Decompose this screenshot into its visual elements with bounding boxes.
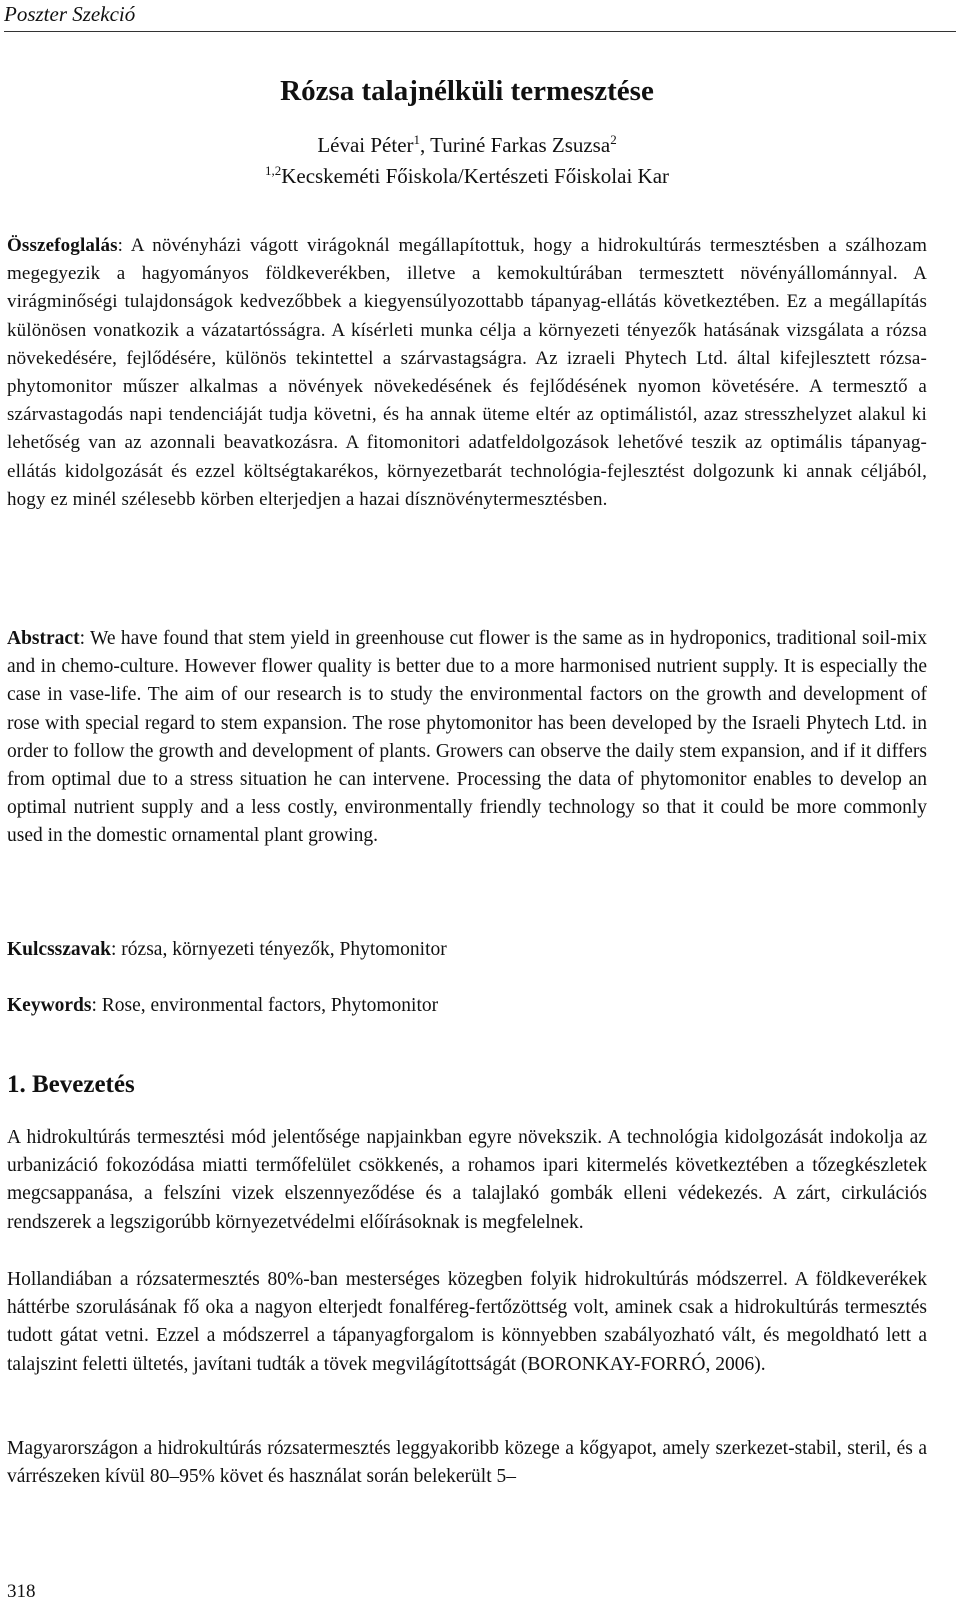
abstract-hungarian <box>7 232 927 514</box>
keywords-hungarian-label: Kulcsszavak <box>7 939 112 960</box>
author-1-superscript: 1 <box>413 132 421 147</box>
intro-paragraph-3: Magyarországon a hidrokultúrás rózsatermesztés leggyakoribb közege a kőgyapot, amely szerkezet-stabil, steril, és a várrészeken kívül 80–95% követ és használat során belekerült 5– <box>7 1438 927 1488</box>
keywords-hungarian-text: : rózsa, környezeti tényezők, Phytomonitor <box>111 939 447 960</box>
abstract-english-label: Abstract <box>7 628 80 649</box>
affiliation <box>0 162 934 190</box>
keywords-hungarian <box>7 936 927 964</box>
author-1: Lévai Péter <box>317 133 414 157</box>
author-2-superscript: 2 <box>610 132 617 147</box>
affiliation-superscript: 1,2 <box>264 163 282 178</box>
abstract-hungarian-text: : A növényházi vágott virágoknál megállapítottuk, hogy a hidrokultúrás termesztésben a szálhozam megegyezik a hagyományos földkeverékben, illetve a kemokultúrában termesztett növényállománnyal. A virágminőségi tulajdonságok kedvezőbbek a kiegyensúlyozottabb tápanyag-ellátás következtében. Ez a megállapítás különösen vonatkozik a vázatartósságra. A kísérleti munka célja a környezeti tényezők hatásának vizsgálata a rózsa növekedésére, fejlődésére, különös tekintettel a szárvastagságra. Az izraeli Phytech Ltd. által kifejlesztett rózsa-phytomonitor műszer alkalmas a növények növekedésének és fejlődésének nyomon követésére. A termesztő a szárvastagodás napi tendenciáját tudja követni, és ha annak üteme eltér az optimálistól, azaz stresszhelyzet alakul ki lehetőség van az azonnali beavatkozásra. A fitomonitori adatfeldolgozások lehetővé teszik az optimális tápanyag-ellátás kidolgozását és ezzel költségtakarékos, környezetbarát technológia-fejlesztést dolgozunk ki annak céljából, hogy ez minél szélesebb körben elterjedjen a hazai dísznövénytermesztésben. <box>7 235 927 510</box>
page-number: 318 <box>7 1581 36 1602</box>
affiliation-text: Kecskeméti Főiskola/Kertészeti Főiskolai Kar <box>281 164 670 188</box>
keywords-english-text: : Rose, environmental factors, Phytomonitor <box>91 995 439 1016</box>
paper-title: Rózsa talajnélküli termesztése <box>280 75 654 107</box>
abstract-english <box>7 625 927 851</box>
author-2: Turiné Farkas Zsuzsa <box>430 133 611 157</box>
abstract-english-text: : We have found that stem yield in greenhouse cut flower is the same as in hydroponics, traditional soil-mix and in chemo-culture. However flower quality is better due to a more harmonised nutrient supply. It is especially the case in vase-life. The aim of our research is to study the environmental factors on the growth and development of rose with special regard to stem expansion. The rose phytomonitor has been developed by the Israeli Phytech Ltd. in order to follow the growth and development of plants. Growers can observe the daily stem expansion, and if it differs from optimal due to a stress situation he can intervene. Processing the data of phytomonitor enables to develop an optimal nutrient supply and a less costly, environmentally friendly technology so that it could be more commonly used in the domestic ornamental plant growing. <box>7 628 927 847</box>
intro-paragraph-2: Hollandiában a rózsatermesztés 80%-ban mesterséges közegben folyik hidrokultúrás módszerrel. A földkeverékek háttérbe szorulásának fő oka a nagyon elterjedt fonalféreg-fertőzöttség volt, aminek csak a hidrokultúrás termesztés tudott gátat vetni. Ezzel a módszerrel a tápanyagforgalom is könnyebben szabályozható vált, és megoldható lett a talajszint feletti ültetés, javítani tudták a tövek megvilágítottságát (BORONKAY-FORRÓ, 2006). <box>7 1269 927 1375</box>
abstract-hungarian-label: Összefoglalás <box>7 235 118 256</box>
section-heading-introduction: 1. Bevezetés <box>7 1071 135 1098</box>
keywords-english <box>7 992 927 1020</box>
running-head: Poszter Szekció <box>4 0 956 32</box>
keywords-english-label: Keywords <box>7 995 92 1016</box>
intro-paragraph-1: A hidrokultúrás termesztési mód jelentősége napjainkban egyre növekszik. A technológia kidolgozását indokolja az urbanizáció fokozódása miatti termőfelület csökkenés, a rohamos ipari kitermelés következtében a tőzegkészletek megcsappanása, a felszíni vizek elszennyeződése és a talajlakó gombák elleni védekezés. A zárt, cirkulációs rendszerek a legszigorúbb környezetvédelmi előírásoknak is megfelelnek. <box>7 1127 927 1233</box>
author-separator: , <box>420 133 431 157</box>
author-line <box>0 131 934 159</box>
